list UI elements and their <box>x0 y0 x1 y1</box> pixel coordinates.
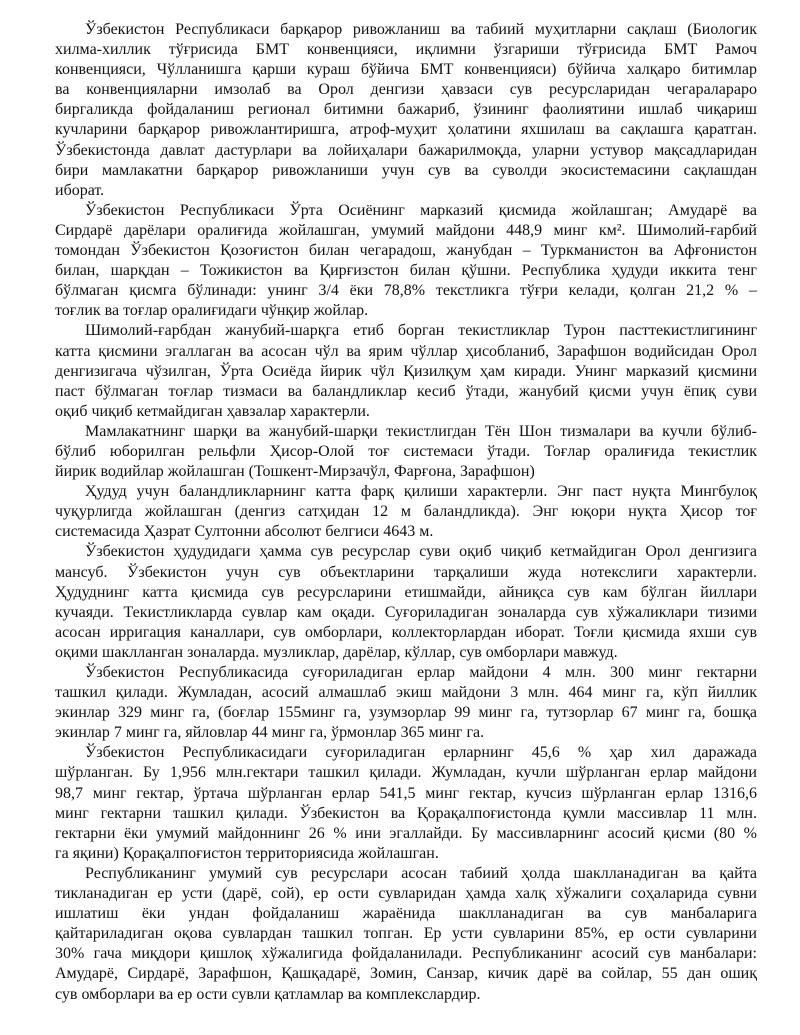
text-line: сув омборлари ва ер ости сувли қатламлар ва комплекслардир. <box>55 985 481 1003</box>
paragraph <box>55 743 757 864</box>
text-line: га яқини) Қорақалпоғистон территориясида жойлашган. <box>55 844 439 862</box>
text-line: ва конвенцияларни имзолаб ва Орол денгизи ҳавзаси сув ресурсларидан чегаралараро <box>55 81 757 99</box>
text-line: Сирдарё дарёлари оралиғида жойлашган, умумий майдони 448,9 минг км². Шимолий-ғарбий <box>55 221 757 239</box>
text-line: системасида Ҳазрат Султонни абсолют белгиси 4643 м. <box>55 523 434 541</box>
text-line: ишлатиш ёки ундан фойдаланиш жараёнида шаклланадиган ва сув манбаларига <box>55 905 757 923</box>
text-line: 30% гача миқдори қишлоқ хўжалигида фойдаланилади. Республиканинг асосий сув манбалари: <box>55 945 757 963</box>
text-line: Республиканинг умумий сув ресурслари асосан табиий ҳолда шаклланадиган ва қайта <box>85 864 757 882</box>
text-line: Ўзбекистон ҳудудидаги ҳамма сув ресурслар суви оқиб чиқиб кетмайдиган Орол денгизига <box>85 543 757 561</box>
text-line: экинлар 329 минг га, (боғлар 155минг га, узумзорлар 99 минг га, тутзорлар 67 минг га, бошқа <box>55 704 757 722</box>
text-line: денгизигача чўзилган, Ўрта Осиёда йирик чўл Қизилқум ҳам киради. Унинг марказий қисмини <box>55 362 757 380</box>
text-line: конвенцияси, Чўлланишга қарши кураш бўйича БМТ конвенцияси) бўйича халқаро битимлар <box>55 61 757 79</box>
text-line: Ўзбекистон Республикасидаги суғориладиган ерларнинг 45,6 % ҳар хил даражада <box>85 744 757 762</box>
text-line: кучаяди. Текистликларда сувлар кам оқади. Суғориладиган зоналарда сув хўжаликлари тизими <box>55 603 757 621</box>
paragraph <box>55 201 757 322</box>
text-line: хилма-хиллик тўғрисида БМТ конвенцияси, иқлимни ўзгариши тўғрисида БМТ Рамоч <box>55 41 757 59</box>
paragraph <box>55 864 757 1005</box>
paragraph <box>55 542 757 663</box>
text-line: бўлиб юборилган рельфли Ҳисор-Олой тоғ системаси ўтади. Тоғлар оралиғида текистлик <box>55 442 757 460</box>
text-line: йирик водийлар жойлашган (Тошкент-Мирзачўл, Фарғона, Зарафшон) <box>55 463 535 481</box>
text-line: Ўзбекистонда давлат дастурлари ва лойиҳалари бажарилмоқда, уларни устувор мақсадларидан <box>55 141 757 159</box>
text-line: бири мамлакатни барқарор ривожланиши учун сув ва суволди экосистемасини сақлашдан <box>55 161 757 179</box>
paragraph <box>55 663 757 743</box>
text-line: Мамлакатнинг шарқи ва жанубий-шарқи текистлигдан Тён Шон тизмалари ва кучли бўлиб- <box>85 422 757 440</box>
text-line: кучларини барқарор ривожлантиришга, атроф-муҳит ҳолатини яхшилаш ва сақлашга қаратган. <box>55 121 757 139</box>
text-line: паст бўлмаган тоғлар тизмаси ва баландликлар кесиб ўтади, жанубий қисми учун ёпиқ суви <box>55 382 757 400</box>
text-line: Ҳудуд учун баландликларнинг катта фарқ қилиши характерли. Энг паст нуқта Мингбулоқ <box>85 483 757 501</box>
paragraph <box>55 482 757 542</box>
text-line: ташкил қилади. Жумладан, асосий алмашлаб экиш майдони 3 млн. 464 минг га, кўп йиллик <box>55 684 757 702</box>
text-line: Амударё, Сирдарё, Зарафшон, Қашқадарё, Зомин, Санзар, кичик дарё ва сойлар, 55 дан ошиқ <box>55 965 757 983</box>
text-line: Ўзбекистон Республикасида суғориладиган ерлар майдони 4 млн. 300 минг гектарни <box>85 664 757 681</box>
text-line: 98,7 минг гектар, ўртача шўрланган ерлар 541,5 минг гектар, кучсиз шўрланган ерлар 1316,6 <box>55 784 757 802</box>
text-line: катта қисмини эгаллаган ва асосан чўл ва ярим чўллар ҳисобланиб, Зарафшон водийсидан Орол <box>55 342 757 360</box>
paragraph <box>55 20 757 201</box>
text-line: биргаликда фойдаланиш регионал битимни бажариб, ўзининг фаолиятини ишлаб чиқариш <box>55 101 757 119</box>
text-line: минг гектарни ташкил қилади. Ўзбекистон ва Қорақалпоғистонда қумли массивлар 11 млн. <box>55 804 757 822</box>
text-line: шўрланган. Бу 1,956 млн.гектари ташкил қилади. Жумладан, кучли шўрланган ерлар майдони <box>55 764 757 782</box>
text-line: мансуб. Ўзбекистон учун сув объектларини тарқалиши жуда нотекслиги характерли. <box>55 563 757 581</box>
text-line: Шимолий-ғарбдан жанубий-шарқга етиб борган текистликлар Турон пасттекистлигининг <box>85 322 757 340</box>
text-line: экинлар 7 минг га, яйловлар 44 минг га, ўрмонлар 365 минг га. <box>55 724 485 742</box>
text-line: иборат. <box>55 181 105 199</box>
text-line: Ўзбекистон Республикаси Ўрта Осиёнинг марказий қисмида жойлашган; Амударё ва <box>85 201 757 219</box>
paragraph <box>55 422 757 482</box>
text-line: бўлмаган қисмга бўлинади: унинг 3/4 ёки 78,8% текстликга тўғри келади, қолган 21,2 % – <box>55 282 757 300</box>
text-line: қайтариладиган оқова сувлардан ташкил топган. Ер усти сувларини 85%, ер ости сувларини <box>55 925 757 943</box>
text-line: Ҳудуднинг катта қисмида сув ресурсларини етишмайди, айниқса сув кам бўлган йиллари <box>55 583 757 601</box>
text-line: асосан ирригация каналлари, сув омборлари, коллекторлардан иборат. Тоғли қисмида яхши сув <box>55 623 757 641</box>
text-line: билан, шарқдан – Тожикистон ва Қирғизстон билан қўшни. Республика ҳудуди иккита тенг <box>55 262 757 280</box>
document-page <box>55 20 757 1005</box>
paragraph <box>55 321 757 421</box>
text-line: оқими шаклланган зоналарда. музликлар, дарёлар, кўллар, сув омборлари мавжуд. <box>55 643 618 661</box>
text-line: томондан Ўзбекистон Қозоғистон билан чегарадош, жанубдан – Туркманистон ва Афғонистон <box>55 242 757 260</box>
text-line: чуқурлигда жойлашган (денгиз сатҳидан 12 м баландликда). Энг юқори нуқта Ҳисор тоғ <box>55 503 757 521</box>
text-line: тоғлик ва тоғлар оралиғидаги чўнқир жойлар. <box>55 302 369 320</box>
text-line: гектарни ёки умумий майдоннинг 26 % ини эгаллайди. Бу массивларнинг асосий қисми (80 % <box>55 824 757 842</box>
text-line: тикланадиган ер усти (дарё, сой), ер ости сувларидан ҳамда халқ хўжалиги соҳаларида сувни <box>55 885 757 903</box>
text-line: Ўзбекистон Республикаси барқарор ривожланиш ва табиий муҳитларни сақлаш (Биологик <box>85 21 757 38</box>
text-line: оқиб чиқиб кетмайдиган ҳавзалар характерли. <box>55 402 370 420</box>
